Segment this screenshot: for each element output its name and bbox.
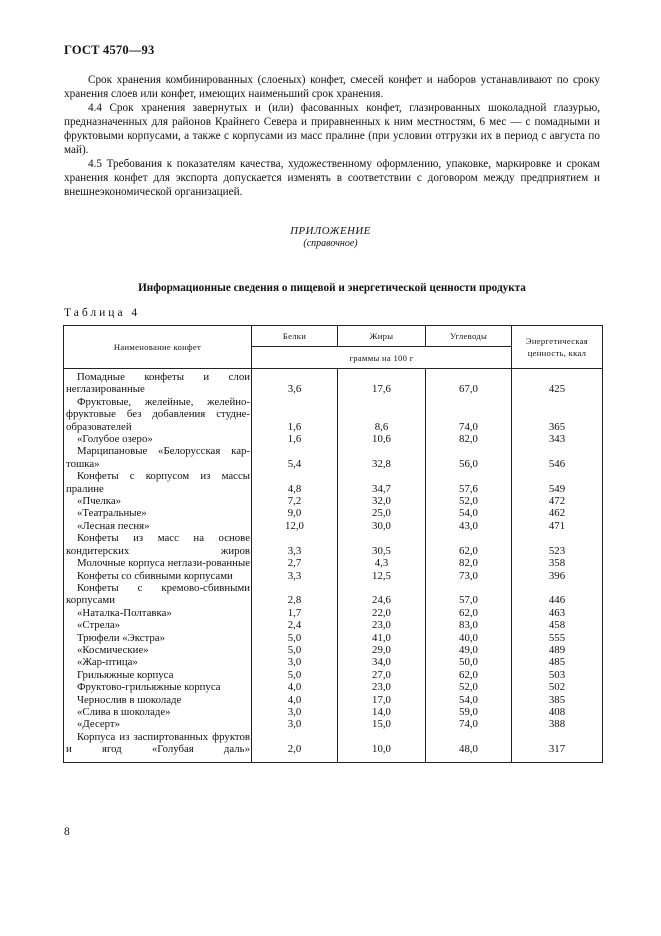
row-name-cell <box>64 507 252 519</box>
row-protein: 3,3 <box>252 532 338 557</box>
row-carbs: 48,0 <box>426 731 512 762</box>
row-name-cell <box>64 632 252 644</box>
header-carbs: Углеводы <box>426 326 512 347</box>
row-protein: 4,8 <box>252 470 338 495</box>
row-name-cell <box>64 656 252 668</box>
row-protein: 9,0 <box>252 507 338 519</box>
table-row <box>64 656 603 668</box>
row-energy: 549 <box>512 470 603 495</box>
table-row <box>64 718 603 730</box>
table-row <box>64 582 603 607</box>
row-name-cell <box>64 557 252 569</box>
row-carbs: 82,0 <box>426 433 512 445</box>
table-row <box>64 607 603 619</box>
row-fat: 17,0 <box>338 694 426 706</box>
row-protein: 2,8 <box>252 582 338 607</box>
row-carbs: 52,0 <box>426 495 512 507</box>
table-row <box>64 669 603 681</box>
table-row <box>64 557 603 569</box>
row-carbs: 43,0 <box>426 520 512 532</box>
row-name: «Голубое озеро» <box>77 433 153 446</box>
row-name-cell <box>64 470 252 495</box>
row-name: «Жар-птица» <box>77 656 138 669</box>
row-name: «Пчелка» <box>77 495 122 508</box>
row-fat: 25,0 <box>338 507 426 519</box>
row-carbs: 57,0 <box>426 582 512 607</box>
table-row <box>64 632 603 644</box>
row-fat: 30,0 <box>338 520 426 532</box>
row-carbs: 62,0 <box>426 607 512 619</box>
row-carbs: 49,0 <box>426 644 512 656</box>
row-name: «Слива в шоколаде» <box>77 705 171 718</box>
row-protein: 3,0 <box>252 718 338 730</box>
row-name: Марципановые «Белорусская кар-тошка» <box>66 445 250 470</box>
row-name-cell <box>64 570 252 582</box>
paragraph: 4.5 Требования к показателям качества, художественному оформлению, упаковке, маркировке и срокам хранения конфет для экспорта допускается изменять в соответствии с договором между предприятием и внешнеэкономической организацией. <box>64 158 600 198</box>
row-name: Конфеты со сбивными корпусами <box>77 569 233 582</box>
row-fat: 10,0 <box>338 731 426 762</box>
row-protein: 7,2 <box>252 495 338 507</box>
body-text <box>64 74 600 199</box>
row-name-cell <box>64 607 252 619</box>
row-name-cell <box>64 694 252 706</box>
row-energy: 458 <box>512 619 603 631</box>
table-row <box>64 396 603 433</box>
row-fat: 29,0 <box>338 644 426 656</box>
row-name-cell <box>64 495 252 507</box>
row-protein: 5,0 <box>252 632 338 644</box>
row-carbs: 59,0 <box>426 706 512 718</box>
row-protein: 3,3 <box>252 570 338 582</box>
header-per-unit: граммы на 100 г <box>252 347 512 369</box>
row-energy: 365 <box>512 396 603 433</box>
row-name-cell <box>64 396 252 433</box>
row-protein: 1,7 <box>252 607 338 619</box>
row-name: Конфеты из масс на основе кондитерских жиров <box>66 532 250 557</box>
row-energy: 523 <box>512 532 603 557</box>
row-carbs: 83,0 <box>426 619 512 631</box>
row-energy: 471 <box>512 520 603 532</box>
row-energy: 463 <box>512 607 603 619</box>
row-name-cell <box>64 644 252 656</box>
row-fat: 4,3 <box>338 557 426 569</box>
table-row <box>64 445 603 470</box>
row-carbs: 82,0 <box>426 557 512 569</box>
row-name-cell <box>64 582 252 607</box>
row-protein: 5,0 <box>252 644 338 656</box>
row-name: Корпуса из заспиртованных фруктов и ягод «Голубая даль» <box>66 730 250 756</box>
row-name-cell <box>64 433 252 445</box>
appendix-heading <box>0 225 661 249</box>
row-name: «Космические» <box>77 643 149 656</box>
table-row <box>64 532 603 557</box>
row-fat: 22,0 <box>338 607 426 619</box>
paragraph: Срок хранения комбинированных (слоеных) конфет, смесей конфет и наборов устанавливают по сроку хранения слоев или конфет, имеющих наименьший срок хранения. <box>64 74 600 100</box>
row-fat: 30,5 <box>338 532 426 557</box>
row-carbs: 56,0 <box>426 445 512 470</box>
row-protein: 1,6 <box>252 433 338 445</box>
row-fat: 27,0 <box>338 669 426 681</box>
row-name: Фруктовые, желейные, желейно-фруктовые без добавления студне-образователей <box>66 395 250 433</box>
row-energy: 489 <box>512 644 603 656</box>
table-body <box>64 369 603 763</box>
nutrition-table <box>63 325 603 763</box>
table-label: Таблица 4 <box>64 307 141 319</box>
table-row <box>64 706 603 718</box>
document-id: ГОСТ 4570—93 <box>64 43 155 57</box>
header-energy: Энергетическая ценность, ккал <box>512 326 603 369</box>
row-protein: 4,0 <box>252 681 338 693</box>
row-protein: 5,0 <box>252 669 338 681</box>
row-name: «Десерт» <box>77 718 121 731</box>
row-name: Грильяжные корпуса <box>77 668 174 681</box>
row-fat: 14,0 <box>338 706 426 718</box>
row-name: Молочные корпуса неглази-рованные <box>77 557 250 570</box>
row-name-cell <box>64 731 252 762</box>
row-carbs: 54,0 <box>426 694 512 706</box>
row-energy: 462 <box>512 507 603 519</box>
table-row <box>64 570 603 582</box>
row-name: Конфеты с кремово-сбивными корпусами <box>66 581 250 607</box>
row-energy: 388 <box>512 718 603 730</box>
row-carbs: 57,6 <box>426 470 512 495</box>
row-name-cell <box>64 706 252 718</box>
row-protein: 1,6 <box>252 396 338 433</box>
row-energy: 555 <box>512 632 603 644</box>
row-name-cell <box>64 619 252 631</box>
row-protein: 3,0 <box>252 656 338 668</box>
row-fat: 12,5 <box>338 570 426 582</box>
row-energy: 485 <box>512 656 603 668</box>
table-row <box>64 433 603 445</box>
row-name-cell <box>64 718 252 730</box>
row-protein: 4,0 <box>252 694 338 706</box>
row-carbs: 74,0 <box>426 396 512 433</box>
row-fat: 41,0 <box>338 632 426 644</box>
row-fat: 32,8 <box>338 445 426 470</box>
row-fat: 17,6 <box>338 369 426 396</box>
row-name: «Наталка-Полтавка» <box>77 606 172 619</box>
row-name-cell <box>64 532 252 557</box>
paragraph: 4.4 Срок хранения завернутых и (или) фасованных конфет, глазированных шоколадной глазурью, предназначенных для районов Крайнего Севера и приравненных к ним местностям, 6 мес — с помадными и фруктовыми корпусами, а также с корпусами из масс пралине (при условии отгрузки их в период с августа по май). <box>64 102 600 156</box>
table-row <box>64 694 603 706</box>
row-name-cell <box>64 669 252 681</box>
header-protein: Белки <box>252 326 338 347</box>
row-name: Помадные конфеты и слои неглазированные <box>66 371 250 396</box>
table-row <box>64 369 603 396</box>
row-energy: 546 <box>512 445 603 470</box>
table-row <box>64 619 603 631</box>
row-energy: 503 <box>512 669 603 681</box>
row-protein: 2,0 <box>252 731 338 762</box>
appendix-subtitle: (справочное) <box>303 238 358 249</box>
row-protein: 12,0 <box>252 520 338 532</box>
row-protein: 3,0 <box>252 706 338 718</box>
row-carbs: 54,0 <box>426 507 512 519</box>
row-energy: 502 <box>512 681 603 693</box>
row-fat: 32,0 <box>338 495 426 507</box>
row-carbs: 52,0 <box>426 681 512 693</box>
table-row <box>64 520 603 532</box>
row-energy: 425 <box>512 369 603 396</box>
row-name: Трюфели «Экстра» <box>77 631 165 644</box>
row-name-cell <box>64 520 252 532</box>
table-row <box>64 470 603 495</box>
row-name: Конфеты с корпусом из массы пралине <box>66 470 250 495</box>
appendix-title: ПРИЛОЖЕНИЕ <box>290 225 371 237</box>
row-energy: 317 <box>512 731 603 762</box>
row-energy: 408 <box>512 706 603 718</box>
table-row <box>64 495 603 507</box>
row-carbs: 62,0 <box>426 532 512 557</box>
row-energy: 396 <box>512 570 603 582</box>
row-protein: 5,4 <box>252 445 338 470</box>
row-carbs: 67,0 <box>426 369 512 396</box>
row-name-cell <box>64 369 252 396</box>
header-name: Наименование конфет <box>64 326 252 369</box>
row-fat: 23,0 <box>338 681 426 693</box>
row-energy: 358 <box>512 557 603 569</box>
table-row <box>64 731 603 762</box>
row-energy: 343 <box>512 433 603 445</box>
row-protein: 2,4 <box>252 619 338 631</box>
row-name: «Театральные» <box>77 507 147 520</box>
row-name-cell <box>64 681 252 693</box>
row-carbs: 74,0 <box>426 718 512 730</box>
row-carbs: 73,0 <box>426 570 512 582</box>
header-fat: Жиры <box>338 326 426 347</box>
row-name: «Лесная песня» <box>77 519 150 532</box>
table-row <box>64 644 603 656</box>
row-fat: 23,0 <box>338 619 426 631</box>
row-energy: 472 <box>512 495 603 507</box>
table-row <box>64 681 603 693</box>
page-number: 8 <box>64 826 70 838</box>
row-fat: 34,7 <box>338 470 426 495</box>
row-carbs: 40,0 <box>426 632 512 644</box>
section-title: Информационные сведения о пищевой и энергетической ценности продукта <box>138 282 526 294</box>
row-fat: 24,6 <box>338 582 426 607</box>
row-energy: 446 <box>512 582 603 607</box>
row-name: Фруктово-грильяжные корпуса <box>77 681 221 694</box>
row-name: Чернослив в шоколаде <box>77 693 182 706</box>
row-protein: 3,6 <box>252 369 338 396</box>
row-name-cell <box>64 445 252 470</box>
row-protein: 2,7 <box>252 557 338 569</box>
row-fat: 34,0 <box>338 656 426 668</box>
row-fat: 15,0 <box>338 718 426 730</box>
row-carbs: 50,0 <box>426 656 512 668</box>
table-row <box>64 507 603 519</box>
row-fat: 8,6 <box>338 396 426 433</box>
row-name: «Стрела» <box>77 619 121 632</box>
row-energy: 385 <box>512 694 603 706</box>
row-fat: 10,6 <box>338 433 426 445</box>
row-carbs: 62,0 <box>426 669 512 681</box>
